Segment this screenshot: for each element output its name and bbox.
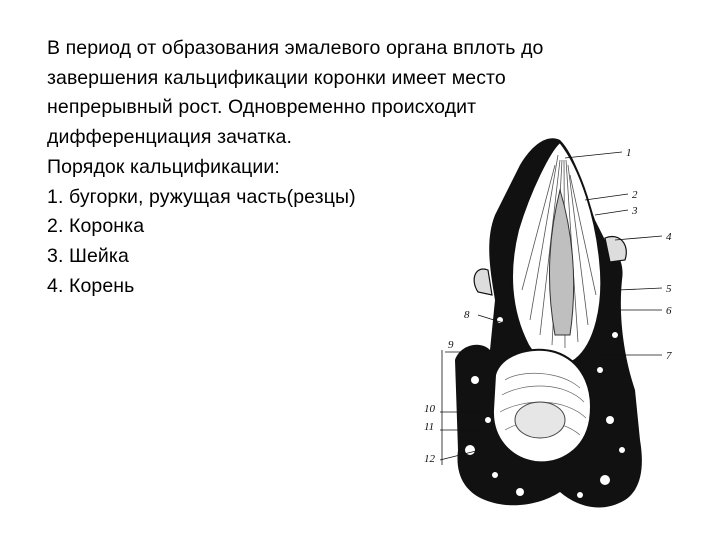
label-5: 5 <box>666 283 672 295</box>
paragraph-line: В период от образования эмалевого органа вплоть до <box>47 37 544 59</box>
label-7: 7 <box>666 350 672 362</box>
label-9: 9 <box>448 339 454 351</box>
label-2: 2 <box>632 189 638 201</box>
tooth-section-figure <box>400 120 700 540</box>
label-12: 12 <box>424 453 435 465</box>
paragraph-line: завершения кальцификации коронки имеет место <box>47 66 506 89</box>
label-11: 11 <box>424 421 435 433</box>
label-4: 4 <box>666 231 672 243</box>
list-item: 1. бугорки, ружущая часть(резцы) <box>47 185 356 208</box>
list-heading: Порядок кальцификации: <box>47 155 280 178</box>
label-3: 3 <box>632 205 638 217</box>
gum-tissue <box>474 269 492 295</box>
list-item: 2. Коронка <box>47 215 145 238</box>
paragraph-line: дифференциация зачатка. <box>47 126 292 149</box>
label-8: 8 <box>464 309 470 321</box>
list-item: 3. Шейка <box>47 244 129 267</box>
germ-pulp <box>515 402 565 438</box>
label-10: 10 <box>424 403 435 415</box>
label-1: 1 <box>626 147 632 159</box>
paragraph-line: непрерывный рост. Одновременно происходит <box>47 96 477 119</box>
label-6: 6 <box>666 305 672 317</box>
tooth-development-section-illustration <box>400 120 700 540</box>
list-item: 4. Корень <box>47 274 135 297</box>
